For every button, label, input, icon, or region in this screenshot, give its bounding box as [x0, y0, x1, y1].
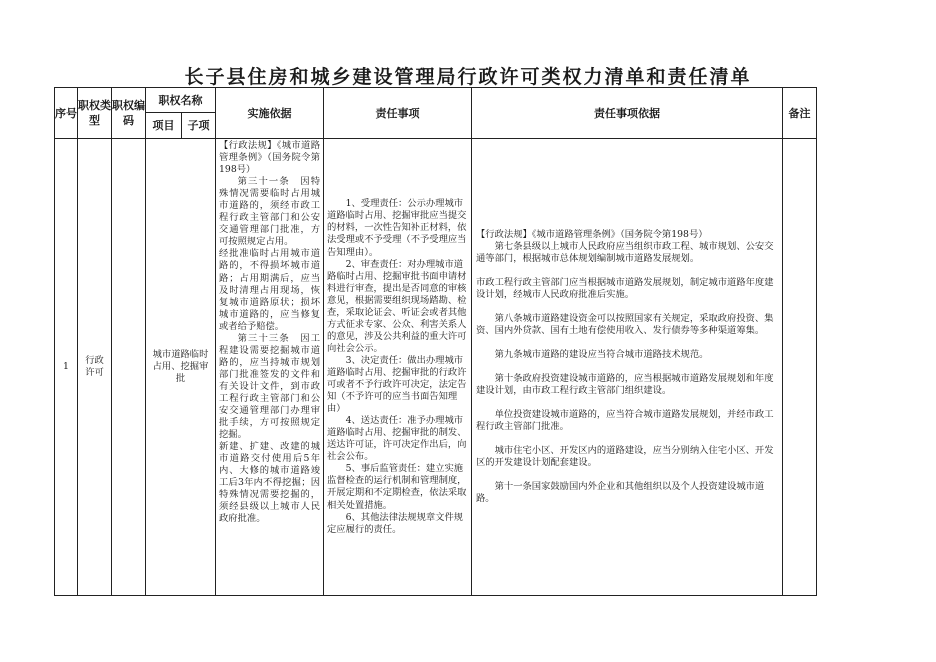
header-duty: 责任事项 [324, 88, 472, 139]
header-type: 职权类型 [78, 88, 112, 139]
cell-item: 城市道路临时占用、挖掘审批 [146, 139, 216, 596]
header-code: 职权编码 [112, 88, 146, 139]
cell-duty [324, 139, 472, 596]
basis-article-33-b: 新建、扩建、改建的城市道路交付使用后5年内、大修的城市道路竣工后3年内不得挖掘；因特殊情况需要挖掘的，须经县级以上城市人民政府批准。 [219, 441, 320, 525]
cell-code [112, 139, 146, 596]
duty-basis-article-7-b: 市政工程行政主管部门应当根据城市道路发展规划，制定城市道路年度建设计划，经城市人民政府批准后实施。 [476, 276, 774, 300]
duty-acceptance: 1、受理责任：公示办理城市道路临时占用、挖掘审批应当提交的材料，一次性告知补正材料，依法受理或不予受理（不予受理应当告知理由）。 [327, 198, 467, 258]
header-name: 职权名称 [146, 88, 216, 113]
basis-article-31-b: 经批准临时占用城市道路的，不得损坏城市道路；占用期满后，应当及时清理占用现场，恢复城市道路原状；损坏城市道路的，应当修复或者给予赔偿。 [219, 248, 320, 332]
cell-seq: 1 [55, 139, 78, 596]
cell-type: 行政许可 [78, 139, 112, 596]
header-duty-basis: 责任事项依据 [472, 88, 783, 139]
header-basis: 实施依据 [216, 88, 324, 139]
duty-basis-article-10-c: 城市住宅小区、开发区内的道路建设，应当分别纳入住宅小区、开发区的开发建设计划配套建设。 [476, 445, 774, 469]
cell-basis [216, 139, 324, 596]
basis-article-33: 第三十三条 因工程建设需要挖掘城市道路的，应当持城市规划部门批准签发的文件和有关设计文件，到市政工程行政主管部门和公安交通管理部门办理审批手续，方可按照规定挖掘。 [219, 332, 320, 441]
cell-duty-basis [472, 139, 783, 596]
duty-decision: 3、决定责任：做出办理城市道路临时占用、挖掘审批的行政许可或者不予行政许可决定，法定告知（不予许可的应当书面告知理由） [327, 354, 467, 415]
header-seq: 序号 [55, 88, 78, 139]
duty-basis-article-10: 第十条政府投资建设城市道路的，应当根据城市道路发展规划和年度建设计划，由市政工程行政主管部门组织建设。 [476, 373, 774, 397]
table-row [55, 139, 817, 596]
header-subitem: 子项 [182, 113, 216, 139]
duty-basis-article-9: 第九条城市道路的建设应当符合城市道路技术规范。 [494, 348, 709, 360]
power-list-table [54, 87, 817, 596]
duty-basis-article-11: 第十一条国家鼓励国内外企业和其他组织以及个人投资建设城市道路。 [476, 481, 765, 505]
duty-basis-law: 【行政法规】《城市道路管理条例》（国务院令第198号） [476, 228, 708, 240]
duty-supervision: 5、事后监管责任：建立实施监督检查的运行机制和管理制度，开展定期和不定期检查，依法采取相关处置措施。 [327, 463, 467, 511]
duty-basis-article-8: 第八条城市道路建设资金可以按照国家有关规定，采取政府投资、集资、国内外贷款、国有土地有偿使用收入、发行债券等多种渠道筹集。 [476, 312, 774, 336]
duty-basis-article-7: 第七条县级以上城市人民政府应当组织市政工程、城市规划、公安交通等部门，根据城市总体规划编制城市道路发展规划。 [476, 240, 774, 264]
basis-article-31: 第三十一条 因特殊情况需要临时占用城市道路的，须经市政工程行政主管部门和公安交通管理部门批准，方可按照规定占用。 [219, 176, 320, 248]
duty-other: 6、其他法律法规规章文件规定应履行的责任。 [327, 511, 464, 535]
header-item: 项目 [146, 113, 182, 139]
header-remark: 备注 [783, 88, 817, 139]
duty-basis-article-10-b: 单位投资建设城市道路的，应当符合城市道路发展规划，并经市政工程行政主管部门批准。 [476, 409, 774, 433]
duty-delivery: 4、送达责任：准予办理城市道路临时占用、挖掘审批的制发、送达许可证，许可决定作出后，向社会公布。 [327, 415, 467, 463]
duty-review: 2、审查责任：对办理城市道路临时占用、挖掘审批书面申请材料进行审查，提出是否同意的审核意见，根据需要组织现场踏勘、检查，采取论证会、听证会或者其他方式征求专家、公众、利害关系人的意见，涉及公共利益的重大许可向社会公示。 [327, 258, 467, 354]
basis-law: 【行政法规】《城市道路管理条例》（国务院令第198号） [219, 140, 320, 176]
cell-remark [783, 139, 817, 596]
document-title: 长子县住房和城乡建设管理局行政许可类权力清单和责任清单 [184, 66, 752, 88]
